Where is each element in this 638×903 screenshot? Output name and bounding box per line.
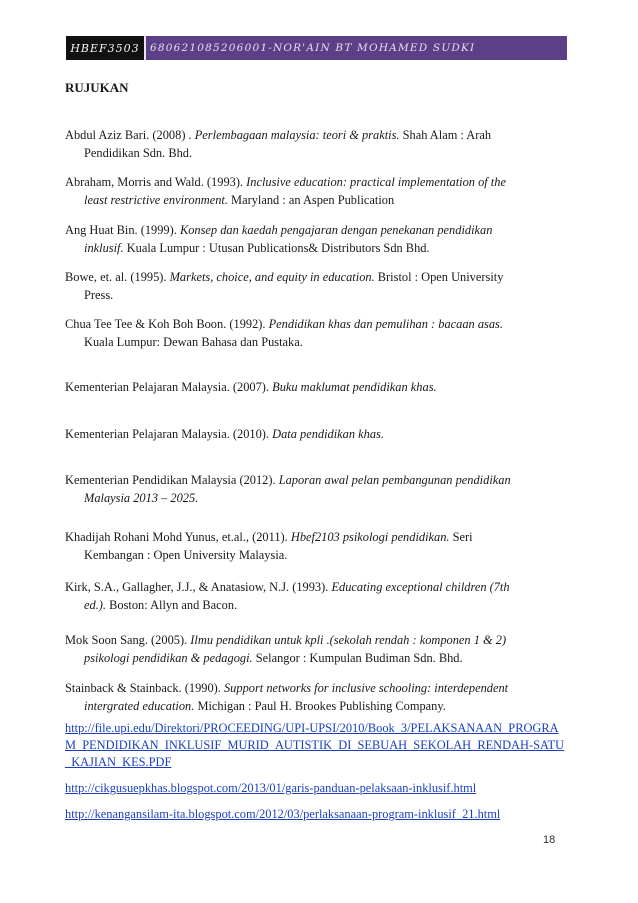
reference-link-3[interactable]: http://kenangansilam-ita.blogspot.com/2012/03/perlaksanaan-program-inklusif_21.html xyxy=(65,807,501,821)
reference-text: Kirk, S.A., Gallagher, J.J., & Anatasiow, N.J. (1993). xyxy=(65,580,332,594)
reference-text: Perlembagaan malaysia: teori & praktis. xyxy=(194,128,400,142)
page-header-bar xyxy=(66,36,567,60)
reference-text: ed.). xyxy=(84,598,107,612)
reference-text: Abraham, Morris and Wald. (1993). xyxy=(65,175,247,189)
reference-text: Support networks for inclusive schooling: interdependent xyxy=(223,681,509,695)
page-number: 18 xyxy=(543,834,556,846)
reference-text: Mok Soon Sang. (2005). xyxy=(65,633,191,647)
reference-entry xyxy=(65,471,560,507)
reference-text: Markets, choice, and equity in education. xyxy=(169,270,375,284)
reference-text: Boston: Allyn and Bacon. xyxy=(106,598,238,612)
reference-text: Press. xyxy=(84,288,114,302)
reference-entry xyxy=(65,315,560,351)
reference-entry xyxy=(65,173,560,209)
course-code-label: HBEF3503 xyxy=(66,36,146,60)
reference-text: psikologi pendidikan & pedagogi. xyxy=(84,651,253,665)
reference-text: Stainback & Stainback. (1990). xyxy=(65,681,224,695)
reference-text: Malaysia 2013 – 2025. xyxy=(84,491,199,505)
reference-text: Laporan awal pelan pembangunan pendidikan xyxy=(278,473,511,487)
reference-entry xyxy=(65,126,560,162)
reference-entry xyxy=(65,268,560,304)
reference-link-2[interactable]: http://cikgusuepkhas.blogspot.com/2013/01/garis-panduan-pelaksaan-inklusif.html xyxy=(65,781,477,795)
reference-text: Konsep dan kaedah pengajaran dengan penekanan pendidikan xyxy=(179,223,493,237)
reference-text: Chua Tee Tee & Koh Boh Boon. (1992). xyxy=(65,317,269,331)
reference-text: Buku maklumat pendidikan khas. xyxy=(272,380,437,394)
reference-text: Seri xyxy=(449,530,473,544)
reference-text: Bristol : Open University xyxy=(374,270,504,284)
reference-text: Abdul Aziz Bari. (2008) . xyxy=(65,128,195,142)
reference-text: Selangor : Kumpulan Budiman Sdn. Bhd. xyxy=(252,651,463,665)
reference-text: Maryland : an Aspen Publication xyxy=(227,193,395,207)
reference-entry xyxy=(65,578,560,614)
reference-text: Hbef2103 psikologi pendidikan. xyxy=(290,530,450,544)
reference-text: Ang Huat Bin. (1999). xyxy=(65,223,180,237)
reference-entry xyxy=(65,425,560,443)
reference-text: Pendidikan Sdn. Bhd. xyxy=(84,146,193,160)
reference-text: Kementerian Pelajaran Malaysia. (2007). xyxy=(65,380,273,394)
reference-text: Shah Alam : Arah xyxy=(399,128,492,142)
reference-entry xyxy=(65,221,560,257)
reference-entry xyxy=(65,631,560,667)
reference-text: inklusif. xyxy=(84,241,124,255)
reference-text: Bowe, et. al. (1995). xyxy=(65,270,170,284)
reference-text: Inclusive education: practical implementation of the xyxy=(246,175,506,189)
reference-text: Educating exceptional children (7th xyxy=(331,580,510,594)
reference-text: Kementerian Pendidikan Malaysia (2012). xyxy=(65,473,279,487)
reference-text: Kuala Lumpur : Utusan Publications& Distributors Sdn Bhd. xyxy=(123,241,430,255)
reference-text: Data pendidikan khas. xyxy=(272,427,384,441)
reference-text: intergrated education. xyxy=(84,699,195,713)
reference-text: Khadijah Rohani Mohd Yunus, et.al., (2011). xyxy=(65,530,291,544)
section-title: RUJUKAN xyxy=(65,80,129,95)
student-id-name-label: 680621085206001-NOR'AIN BT MOHAMED SUDKI xyxy=(150,42,476,54)
reference-text: Kembangan : Open University Malaysia. xyxy=(84,548,288,562)
reference-text: Pendidikan khas dan pemulihan : bacaan asas. xyxy=(268,317,503,331)
reference-text: Ilmu pendidikan untuk kpli .(sekolah rendah : komponen 1 & 2) xyxy=(190,633,507,647)
reference-text: Kementerian Pelajaran Malaysia. (2010). xyxy=(65,427,273,441)
reference-entry xyxy=(65,378,560,396)
reference-text: Michigan : Paul H. Brookes Publishing Company. xyxy=(194,699,446,713)
reference-text: Kuala Lumpur: Dewan Bahasa dan Pustaka. xyxy=(84,335,303,349)
reference-entry xyxy=(65,528,560,564)
reference-text: least restrictive environment. xyxy=(84,193,228,207)
reference-link-1[interactable]: http://file.upi.edu/Direktori/PROCEEDING/UPI-UPSI/2010/Book_3/PELAKSANAAN_PROGRAM_PENDIDIKAN_INKLUSIF_MURID_AUTISTIK_DI_SEBUAH_SEKOLAH_RENDAH-SATU_KAJIAN_KES.PDF xyxy=(65,721,565,769)
reference-entry xyxy=(65,679,560,715)
